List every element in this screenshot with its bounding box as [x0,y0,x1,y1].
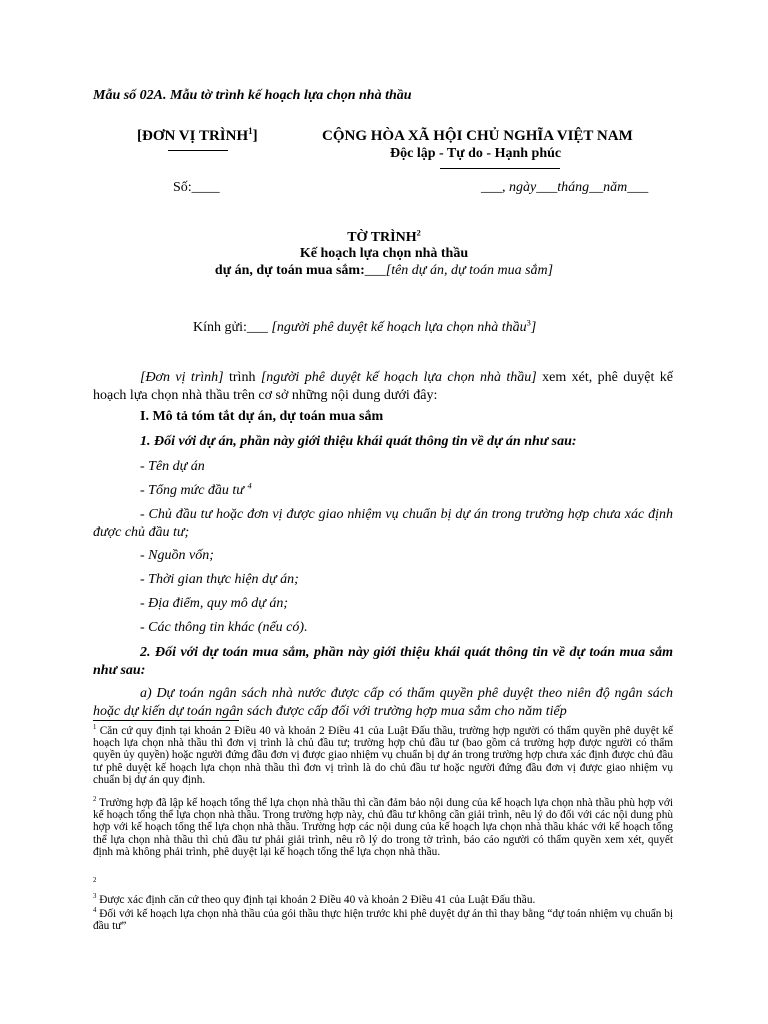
list-item-investor: - Chủ đầu tư hoặc đơn vị được giao nhiệm vụ chuẩn bị dự án trong trường hợp chưa xác định được chủ đầu tư; [93,507,673,540]
recipient-line [193,320,536,336]
footnote-2-text: Trường hợp đã lập kế hoạch tổng thể lựa chọn nhà thầu thì cần đảm bảo nội dung của kế hoạch lựa chọn nhà thầu phù hợp với kế hoạch tổng thể lựa chọn nhà thầu. Trong trường hợp này, chủ đầu tư không cần giải trình, nêu lý do đối với các nội dung phù hợp với kế hoạch tổng thể lựa chọn nhà thầu. Trường hợp các nội dung của kế hoạch lựa chọn nhà thầu khác với kế hoạch tổng thể lựa chọn nhà thầu thì chủ đầu tư phải giải trình, nêu rõ lý do trong tờ trình, báo cáo người có thẩm quyền xem xét, quyết định mà không phải trình, phê duyệt lại kế hoạch tổng thể lựa chọn nhà thầu. [93,797,673,858]
motto-underline [440,168,560,169]
document-subtitle: Kế hoạch lựa chọn nhà thầu [299,246,469,261]
recipient-value: [người phê duyệt kế hoạch lựa chọn nhà thầu [271,320,527,335]
recipient-close: ] [530,320,537,335]
footnote-2-mark: 2 [93,796,97,804]
recipient-label: Kính gửi:___ [193,320,272,335]
date-line: ___, ngày___tháng__năm___ [481,180,649,195]
footnote-ref-1: 1 [248,126,253,136]
list-item-project-name: - Tên dự án [140,459,205,474]
footnote-3-mark: 3 [93,893,97,901]
footnote-3-text: Được xác định căn cứ theo quy định tại khoản 2 Điều 40 và khoản 2 Điều 41 của Luật Đấu thầu. [96,894,536,906]
list-item-total-investment [140,483,252,499]
footnote-2-empty-mark: 2 [93,877,97,885]
footnote-3 [93,894,673,906]
form-title: Mẫu số 02A. Mẫu tờ trình kế hoạch lựa chọn nhà thầu [93,88,412,103]
submitting-unit-text: [ĐƠN VỊ TRÌNH [137,128,249,144]
footnote-2-empty [93,878,96,890]
footnote-1-text: Căn cứ quy định tại khoản 2 Điều 40 và khoản 2 Điều 41 của Luật Đấu thầu, trường hợp người có thẩm quyền phê duyệt kế hoạch lựa chọn nhà thầu thì đơn vị trình là chủ đầu tư; trường hợp chủ đầu tư (bao gồm cả trường hợp được người có thẩm quyền ủy quyền) hoặc người đứng đầu đơn vị được giao nhiệm vụ chuẩn bị dự án trong trường hợp chưa xác định được chủ đầu tư phê duyệt kế hoạch lựa chọn nhà thầu thì đơn vị trình là do chủ đầu tư hoặc người đứng đầu đơn vị được giao nhiệm vụ chuẩn bị dự án quy định. [93,725,673,786]
list-item-other: - Các thông tin khác (nếu có). [140,620,308,635]
footnote-1-mark: 1 [93,724,97,732]
submitting-unit [137,128,258,145]
section-1-sub-1: 1. Đối với dự án, phần này giới thiệu khái quát thông tin về dự án như sau: [140,434,577,449]
section-1-heading: I. Mô tả tóm tắt dự án, dự toán mua sắm [140,409,384,424]
intro-verb: trình [223,370,261,385]
document-title-text: TỜ TRÌNH [347,230,417,245]
footnote-separator [93,720,239,721]
footnote-1 [93,725,673,786]
intro-unit: [Đơn vị trình] [140,370,224,385]
list-item-duration: - Thời gian thực hiện dự án; [140,572,299,587]
footnote-ref-4: 4 [247,481,252,491]
footnote-4-text: Đối với kế hoạch lựa chọn nhà thầu của gói thầu thực hiện trước khi phê duyệt dự án thì thay bằng “dự toán nhiệm vụ chuẩn bị đầu tư” [93,908,673,933]
footnote-ref-3: 3 [526,318,531,328]
footnote-ref-2: 2 [416,228,421,238]
document-title [0,230,768,246]
intro-approver: [người phê duyệt kế hoạch lựa chọn nhà thầu] [260,370,537,385]
national-title: CỘNG HÒA XÃ HỘI CHỦ NGHĨA VIỆT NAM [322,128,633,144]
footnote-2 [93,797,673,858]
project-line-value: ___[tên dự án, dự toán mua sắm] [364,263,554,278]
intro-rest: xem xét, phê duyệt kế hoạch lựa chọn nhà thầu trên cơ sở những nội dung dưới đây: [93,370,673,403]
unit-underline [168,150,228,151]
footnote-4 [93,908,673,932]
section-1-sub-2: 2. Đối với dự toán mua sắm, phần này giới thiệu khái quát thông tin về dự toán mua sắm như sau: [93,645,673,678]
list-item-capital: - Nguồn vốn; [140,548,214,563]
project-line-label: dự án, dự toán mua sắm: [214,263,365,278]
paragraph-a: a) Dự toán ngân sách nhà nước được cấp có thẩm quyền phê duyệt theo niên độ ngân sách hoặc dự kiến dự toán ngân sách được cấp đối với trường hợp mua sắm cho năm tiếp [93,686,673,719]
list-item-total-investment-text: - Tổng mức đầu tư [140,483,244,498]
intro-paragraph [93,369,673,405]
footnote-4-mark: 4 [93,907,97,915]
national-motto: Độc lập - Tự do - Hạnh phúc [390,146,562,161]
project-line [0,263,768,279]
document-number: Số:____ [173,180,220,195]
submitting-unit-close: ] [252,128,258,144]
list-item-location: - Địa điểm, quy mô dự án; [140,596,288,611]
